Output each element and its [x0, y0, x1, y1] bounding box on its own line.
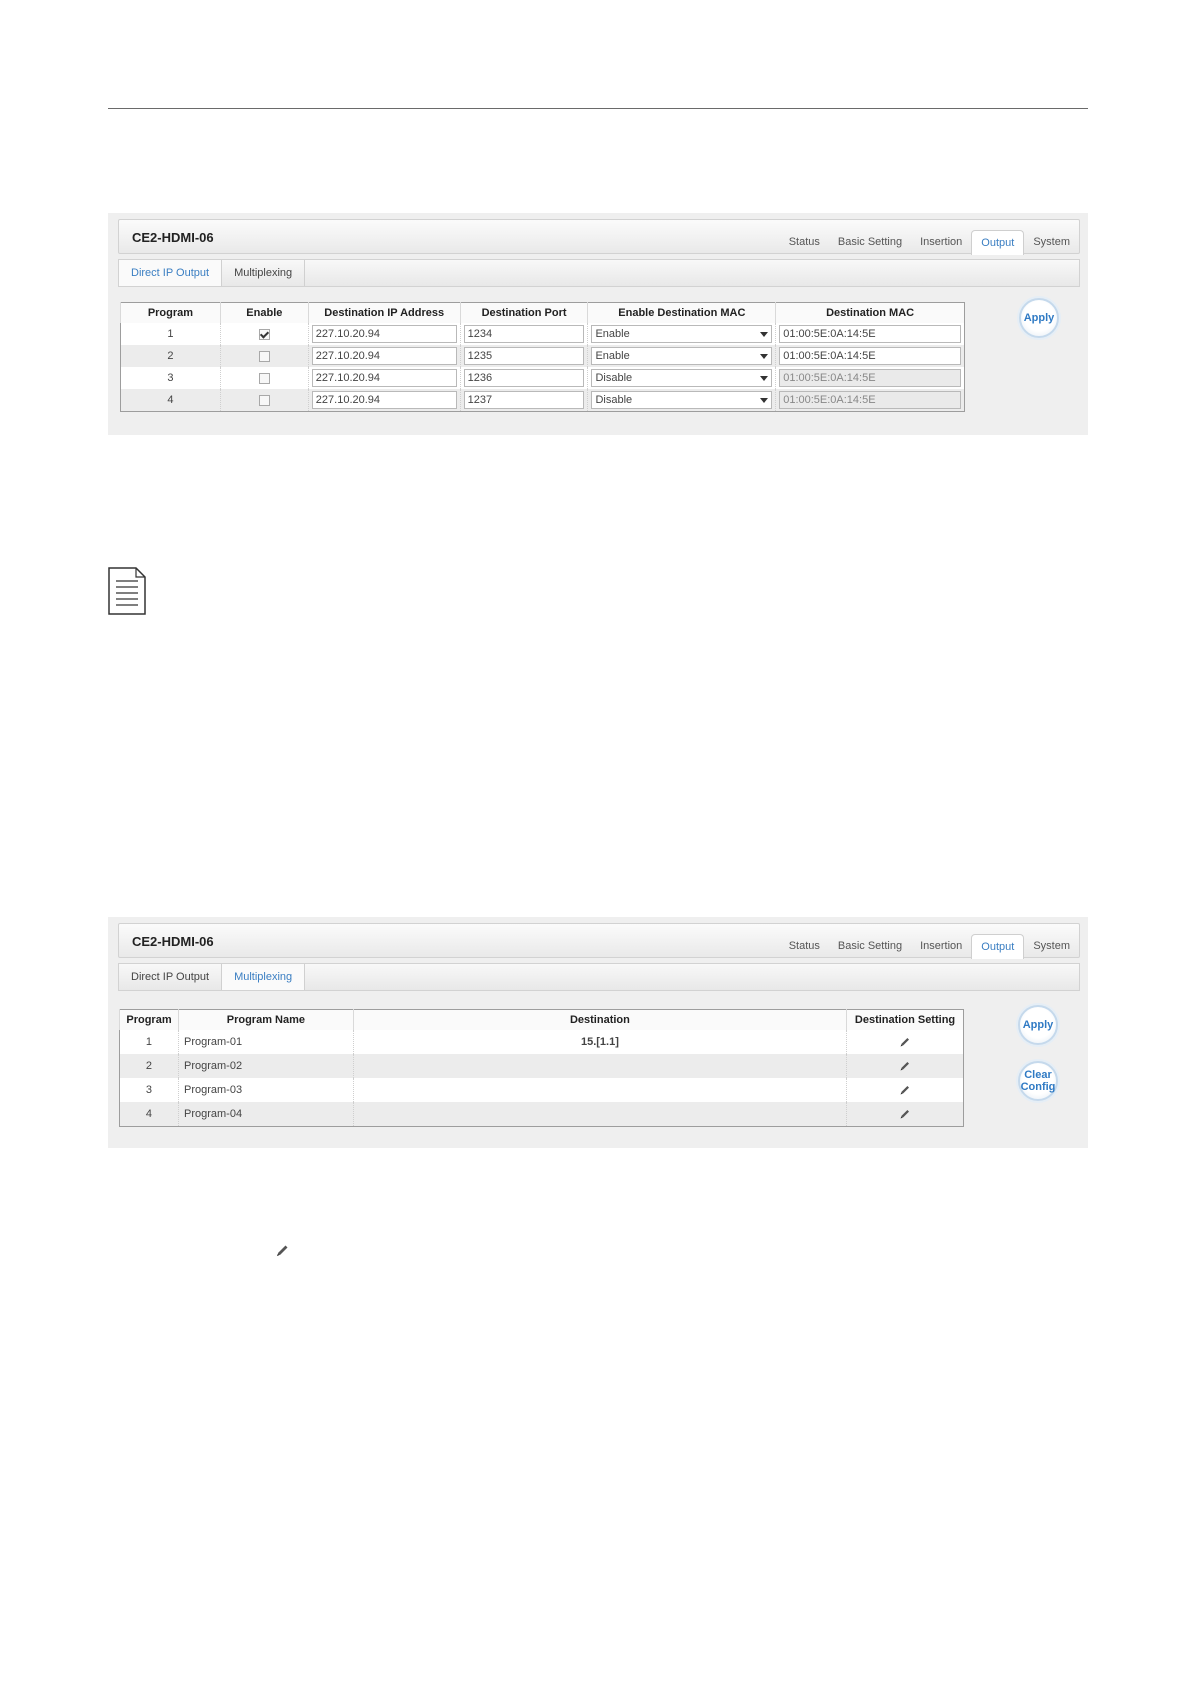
destination-ip-input[interactable] — [312, 391, 457, 409]
col-destination-ip: Destination IP Address — [308, 303, 460, 324]
app-header — [118, 923, 1080, 958]
col-enable: Enable — [220, 303, 308, 324]
destination-mac-input — [779, 369, 961, 387]
table-row — [121, 323, 965, 345]
table-row — [121, 367, 965, 389]
table-row — [120, 1078, 964, 1102]
table-row — [120, 1054, 964, 1078]
top-nav — [780, 220, 1079, 254]
tab-direct-ip-output[interactable]: Direct IP Output — [119, 260, 222, 286]
destination-ip-input[interactable] — [312, 369, 457, 387]
destination-value — [353, 1078, 846, 1102]
page-header-rule — [108, 108, 1088, 109]
document-note-icon — [108, 567, 146, 615]
pencil-icon[interactable] — [899, 1084, 911, 1096]
pencil-icon — [275, 1243, 290, 1258]
nav-system[interactable]: System — [1033, 236, 1070, 248]
tab-direct-ip-output[interactable]: Direct IP Output — [119, 964, 222, 990]
table-row — [120, 1030, 964, 1054]
program-name: Program-03 — [178, 1078, 353, 1102]
program-number: 1 — [121, 323, 221, 345]
table-row — [120, 1102, 964, 1127]
nav-basic-setting[interactable]: Basic Setting — [837, 940, 903, 952]
col-destination-setting: Destination Setting — [847, 1010, 964, 1031]
direct-ip-output-table — [120, 302, 965, 412]
program-number: 2 — [120, 1054, 179, 1078]
destination-mac-input — [779, 391, 961, 409]
sub-tabs — [118, 259, 1080, 287]
col-program: Program — [121, 303, 221, 324]
table-header-row — [120, 1010, 964, 1031]
enable-checkbox[interactable] — [259, 373, 270, 384]
pencil-icon[interactable] — [899, 1060, 911, 1072]
enable-mac-select[interactable] — [591, 325, 772, 343]
program-name: Program-01 — [178, 1030, 353, 1054]
destination-port-input[interactable] — [464, 347, 585, 365]
multiplexing-table — [119, 1009, 964, 1127]
nav-insertion[interactable]: Insertion — [920, 940, 963, 952]
program-number: 4 — [120, 1102, 179, 1127]
col-program: Program — [120, 1010, 179, 1031]
pencil-icon[interactable] — [899, 1108, 911, 1120]
select-value: Disable — [595, 394, 633, 406]
enable-mac-select[interactable] — [591, 347, 772, 365]
nav-insertion[interactable]: Insertion — [920, 236, 963, 248]
program-number: 3 — [120, 1078, 179, 1102]
program-name: Program-02 — [178, 1054, 353, 1078]
program-name: Program-04 — [178, 1102, 353, 1127]
device-name: CE2-HDMI-06 — [132, 934, 214, 949]
destination-mac-input[interactable] — [779, 325, 961, 343]
select-value: Disable — [595, 372, 633, 384]
col-destination: Destination — [353, 1010, 846, 1031]
nav-system[interactable]: System — [1033, 940, 1070, 952]
chevron-down-icon — [760, 354, 768, 359]
table-row — [121, 389, 965, 412]
col-destination-mac: Destination MAC — [776, 303, 965, 324]
nav-status[interactable]: Status — [788, 236, 820, 248]
col-program-name: Program Name — [178, 1010, 353, 1031]
col-destination-port: Destination Port — [460, 303, 588, 324]
destination-value — [353, 1102, 846, 1127]
enable-checkbox[interactable] — [259, 329, 270, 340]
nav-status[interactable]: Status — [788, 940, 820, 952]
apply-button[interactable]: Apply — [1019, 298, 1059, 338]
nav-output[interactable]: Output — [971, 934, 1024, 959]
clear-config-label-line1: Clear — [1024, 1069, 1052, 1081]
destination-ip-input[interactable] — [312, 347, 457, 365]
enable-mac-select[interactable] — [591, 391, 772, 409]
direct-ip-output-screenshot — [108, 213, 1088, 435]
top-nav — [780, 924, 1079, 958]
tab-multiplexing[interactable]: Multiplexing — [222, 260, 305, 286]
destination-port-input[interactable] — [464, 325, 585, 343]
program-number: 1 — [120, 1030, 179, 1054]
enable-checkbox[interactable] — [259, 395, 270, 406]
destination-ip-input[interactable] — [312, 325, 457, 343]
chevron-down-icon — [760, 376, 768, 381]
enable-checkbox[interactable] — [259, 351, 270, 362]
device-name: CE2-HDMI-06 — [132, 230, 214, 245]
table-header-row — [121, 303, 965, 324]
clear-config-button[interactable] — [1018, 1061, 1058, 1101]
apply-button[interactable]: Apply — [1018, 1005, 1058, 1045]
select-value: Enable — [595, 328, 630, 340]
tab-multiplexing[interactable]: Multiplexing — [222, 964, 305, 990]
program-number: 2 — [121, 345, 221, 367]
table-row — [121, 345, 965, 367]
program-number: 4 — [121, 389, 221, 412]
chevron-down-icon — [760, 332, 768, 337]
chevron-down-icon — [760, 398, 768, 403]
destination-value — [353, 1054, 846, 1078]
destination-port-input[interactable] — [464, 369, 585, 387]
program-number: 3 — [121, 367, 221, 389]
sub-tabs — [118, 963, 1080, 991]
enable-mac-select[interactable] — [591, 369, 772, 387]
destination-value: 15.[1.1] — [353, 1030, 846, 1054]
nav-output[interactable]: Output — [971, 230, 1024, 255]
clear-config-label-line2: Config — [1020, 1081, 1056, 1093]
destination-mac-input[interactable] — [779, 347, 961, 365]
multiplexing-screenshot — [108, 917, 1088, 1148]
col-enable-destination-mac: Enable Destination MAC — [588, 303, 776, 324]
select-value: Enable — [595, 350, 630, 362]
nav-basic-setting[interactable]: Basic Setting — [837, 236, 903, 248]
app-header — [118, 219, 1080, 254]
pencil-icon[interactable] — [899, 1036, 911, 1048]
destination-port-input[interactable] — [464, 391, 585, 409]
